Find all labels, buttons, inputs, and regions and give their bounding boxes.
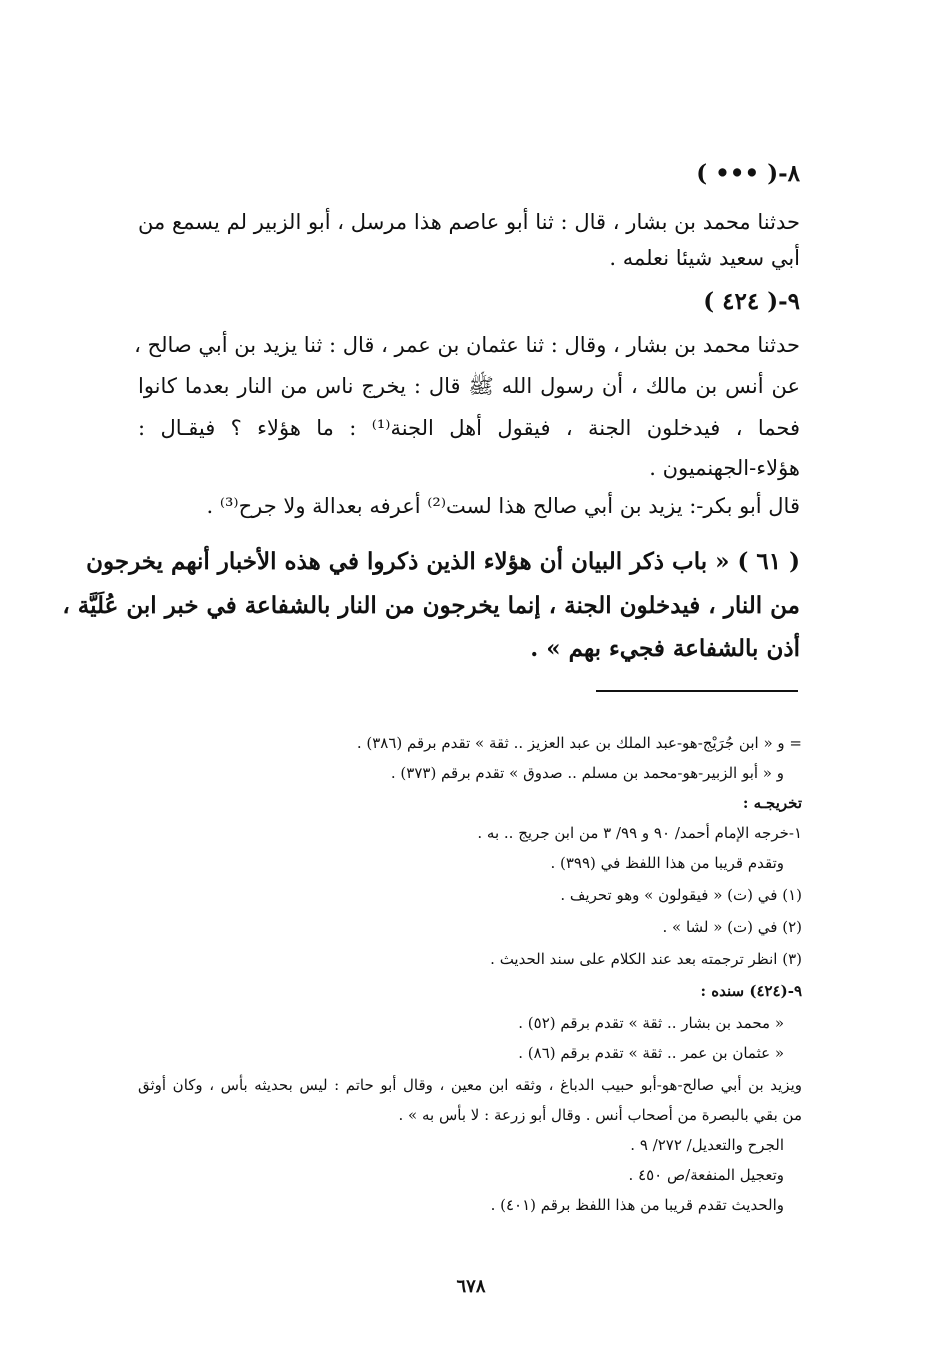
hadith-9-line-4: هؤلاء-الجهنميون .: [649, 456, 800, 480]
footnote-line: وتقدم قريبا من هذا اللفظ في (٣٩٩) .: [550, 854, 784, 872]
footnote-line: = و « ابن جُرَيْج-هو-عبد الملك بن عبد العزيز .. ثقة » تقدم برقم (٣٨٦) .: [356, 734, 802, 752]
footnote-1: (١) في (ت) « فيقولون » وهو تحريف .: [560, 886, 802, 904]
footnote-line: من بقي بالبصرة من أصحاب أنس . وقال أبو زرعة : لا بأس به » .: [398, 1106, 802, 1124]
page-number: ٦٧٨: [456, 1276, 486, 1297]
footnote-subheading: ٩-(٤٢٤) سنده :: [700, 982, 802, 1000]
footnote-line: « محمد بن بشار .. ثقة » تقدم برقم (٥٢) .: [518, 1014, 784, 1032]
editor-comment: قال أبو بكر-: يزيد بن أبي صالح هذا لست⁽²⁾ أعرفه بعدالة ولا جرح⁽³⁾ .: [206, 494, 800, 518]
hadith-8-line-2: أبي سعيد شيئا نعلمه .: [609, 246, 800, 270]
footnote-2: (٢) في (ت) « لشا » .: [662, 918, 802, 936]
hadith-9-heading: ٩-( ٤٢٤ ): [703, 288, 800, 315]
chapter-heading-line-2: من النار ، فيدخلون الجنة ، إنما يخرجون من النار بالشفاعة في خبر ابن عُلَيَّة ،: [62, 592, 800, 619]
footnote-line: ويزيد بن أبي صالح-هو-أبو حبيب الدباغ ، وثقه ابن معين ، وقال أبو حاتم : ليس بحديثه بأس ، وكان أوثق: [138, 1076, 802, 1094]
footnote-separator: [596, 690, 798, 692]
hadith-9-line-3: فحما ، فيدخلون الجنة ، فيقول أهل الجنة⁽¹⁾ : ما هؤلاء ؟ فيقـال :: [138, 416, 800, 440]
footnote-line: « عثمان بن عمر .. ثقة » تقدم برقم (٨٦) .: [518, 1044, 784, 1062]
footnote-subheading: تخريجـه :: [742, 794, 802, 812]
footnote-line: وتعجيل المنفعة/ص ٤٥٠ .: [628, 1166, 784, 1184]
hadith-8-heading: ٨-( ••• ): [696, 160, 800, 187]
chapter-heading-line-1: ( ٦١ ) « باب ذكر البيان أن هؤلاء الذين ذكروا في هذه الأخبار أنهم يخرجون: [86, 548, 800, 575]
hadith-8-line-1: حدثنا محمد بن بشار ، قال : ثنا أبو عاصم هذا مرسل ، أبو الزبير لم يسمع من: [138, 210, 800, 234]
hadith-9-line-2: عن أنس بن مالك ، أن رسول الله ﷺ قال : يخرج ناس من النار بعدما كانوا: [138, 374, 800, 398]
footnote-line: ١-خرجه الإمام أحمد/ ٩٠ و ٩٩/ ٣ من ابن جريج .. به .: [477, 824, 802, 842]
footnote-line: و « أبو الزبير-هو-محمد بن مسلم .. صدوق » تقدم برقم (٣٧٣) .: [390, 764, 784, 782]
footnote-line: والحديث تقدم قريبا من هذا اللفظ برقم (٤٠١) .: [490, 1196, 784, 1214]
footnote-line: الجرح والتعديل/ ٢٧٢/ ٩ .: [630, 1136, 784, 1154]
chapter-heading-line-3: أذن بالشفاعة فجيء بهم » .: [530, 635, 800, 662]
hadith-9-line-1: حدثنا محمد بن بشار ، وقال : ثنا عثمان بن عمر ، قال : ثنا يزيد بن أبي صالح ،: [134, 333, 800, 357]
footnote-3: (٣) انظر ترجمته بعد عند الكلام على سند الحديث .: [490, 950, 802, 968]
